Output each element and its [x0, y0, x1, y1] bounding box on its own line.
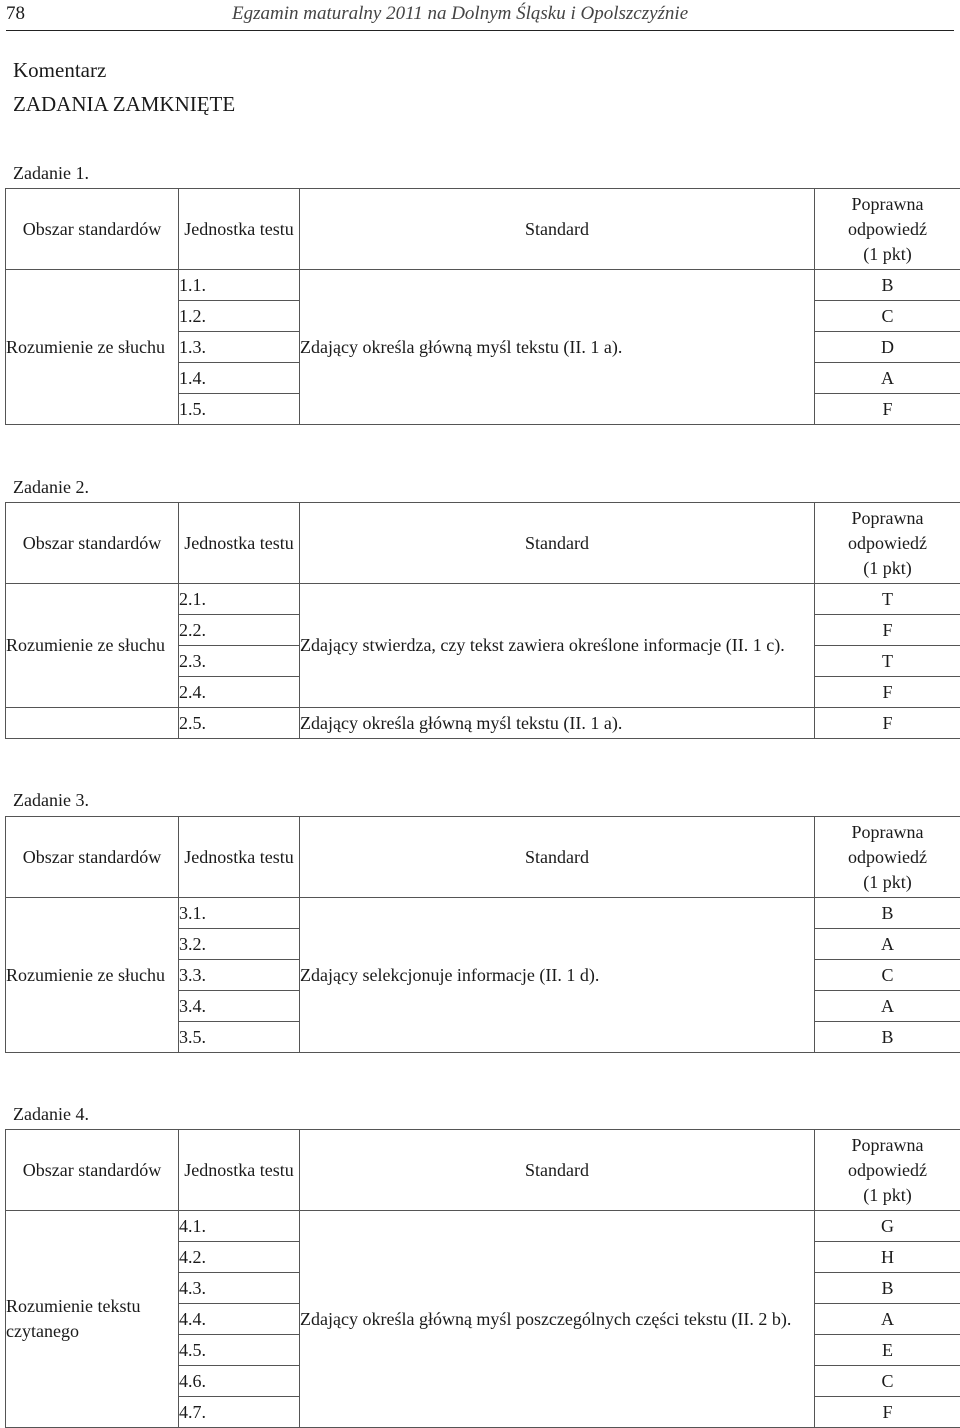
column-header-answer: Poprawna odpowiedź (1 pkt) — [815, 817, 960, 898]
column-header-unit: Jednostka testu — [179, 503, 300, 584]
unit-cell: 4.4. — [179, 1304, 300, 1335]
answer-cell: E — [815, 1335, 960, 1366]
answer-cell: T — [815, 646, 960, 677]
area-cell: Rozumienie ze słuchu — [6, 584, 179, 708]
unit-cell: 4.3. — [179, 1273, 300, 1304]
answer-cell: B — [815, 898, 960, 929]
column-header-area: Obszar standardów — [6, 189, 179, 270]
column-header-unit: Jednostka testu — [179, 1130, 300, 1211]
header-rule — [6, 30, 954, 31]
unit-cell: 1.4. — [179, 363, 300, 394]
column-header-answer: Poprawna odpowiedź (1 pkt) — [815, 189, 960, 270]
standard-cell: Zdający stwierdza, czy tekst zawiera określone informacje (II. 1 c). — [300, 584, 815, 708]
column-header-standard: Standard — [300, 503, 815, 584]
column-header-area: Obszar standardów — [6, 817, 179, 898]
column-header-answer: Poprawna odpowiedź (1 pkt) — [815, 503, 960, 584]
answer-cell: F — [815, 677, 960, 708]
answer-cell: C — [815, 301, 960, 332]
column-header-unit: Jednostka testu — [179, 189, 300, 270]
answer-cell: H — [815, 1242, 960, 1273]
answer-cell: C — [815, 960, 960, 991]
unit-cell: 4.5. — [179, 1335, 300, 1366]
unit-cell: 1.2. — [179, 301, 300, 332]
unit-cell: 1.1. — [179, 270, 300, 301]
column-header-unit: Jednostka testu — [179, 817, 300, 898]
column-header-standard: Standard — [300, 189, 815, 270]
answer-cell: C — [815, 1366, 960, 1397]
unit-cell: 2.3. — [179, 646, 300, 677]
standard-cell: Zdający określa główną myśl poszczególnych części tekstu (II. 2 b). — [300, 1211, 815, 1428]
table-row — [6, 1211, 960, 1242]
column-header-answer: Poprawna odpowiedź (1 pkt) — [815, 1130, 960, 1211]
unit-cell: 4.1. — [179, 1211, 300, 1242]
unit-cell: 4.7. — [179, 1397, 300, 1428]
answer-cell: F — [815, 394, 960, 425]
unit-cell: 4.6. — [179, 1366, 300, 1397]
unit-cell: 2.4. — [179, 677, 300, 708]
table-header-row — [6, 1130, 960, 1211]
unit-cell: 3.3. — [179, 960, 300, 991]
answer-cell: B — [815, 1022, 960, 1053]
standard-cell: Zdający określa główną myśl tekstu (II. 1 a). — [300, 708, 815, 739]
answer-cell: F — [815, 615, 960, 646]
page-header — [0, 0, 960, 32]
table-header-row — [6, 189, 960, 270]
unit-cell: 3.4. — [179, 991, 300, 1022]
unit-cell: 2.1. — [179, 584, 300, 615]
column-header-standard: Standard — [300, 1130, 815, 1211]
area-cell: Rozumienie tekstu czytanego — [6, 1211, 179, 1428]
task-label: Zadanie 1. — [13, 163, 89, 184]
answer-cell: A — [815, 929, 960, 960]
answer-cell: D — [815, 332, 960, 363]
answer-table-task-3 — [5, 816, 960, 1053]
table-header-row — [6, 503, 960, 584]
standard-cell: Zdający selekcjonuje informacje (II. 1 d). — [300, 898, 815, 1053]
unit-cell: 3.1. — [179, 898, 300, 929]
area-cell: Rozumienie ze słuchu — [6, 898, 179, 1053]
table-header-row — [6, 817, 960, 898]
column-header-area: Obszar standardów — [6, 503, 179, 584]
table-row — [6, 898, 960, 929]
unit-cell: 2.2. — [179, 615, 300, 646]
task-label: Zadanie 3. — [13, 790, 89, 811]
answer-cell: B — [815, 270, 960, 301]
column-header-standard: Standard — [300, 817, 815, 898]
unit-cell: 3.5. — [179, 1022, 300, 1053]
answer-cell: F — [815, 1397, 960, 1428]
unit-cell: 1.5. — [179, 394, 300, 425]
answer-table-task-4 — [5, 1129, 960, 1428]
answer-cell: A — [815, 363, 960, 394]
unit-cell: 1.3. — [179, 332, 300, 363]
answer-cell: G — [815, 1211, 960, 1242]
standard-cell: Zdający określa główną myśl tekstu (II. 1 a). — [300, 270, 815, 425]
section-heading: Komentarz — [13, 58, 106, 83]
column-header-area: Obszar standardów — [6, 1130, 179, 1211]
answer-cell: A — [815, 1304, 960, 1335]
section-subheading: ZADANIA ZAMKNIĘTE — [13, 92, 235, 117]
table-row — [6, 584, 960, 615]
unit-cell: 4.2. — [179, 1242, 300, 1273]
answer-cell: T — [815, 584, 960, 615]
unit-cell: 3.2. — [179, 929, 300, 960]
table-row — [6, 708, 960, 739]
table-row — [6, 270, 960, 301]
answer-table-task-2 — [5, 502, 960, 739]
answer-cell: F — [815, 708, 960, 739]
answer-table-task-1 — [5, 188, 960, 425]
area-cell: Rozumienie ze słuchu — [6, 270, 179, 425]
task-label: Zadanie 4. — [13, 1104, 89, 1125]
answer-cell: B — [815, 1273, 960, 1304]
unit-cell: 2.5. — [179, 708, 300, 739]
task-label: Zadanie 2. — [13, 477, 89, 498]
area-cell-empty — [6, 708, 179, 739]
running-title: Egzamin maturalny 2011 na Dolnym Śląsku i Opolszczyźnie — [232, 3, 688, 25]
answer-cell: A — [815, 991, 960, 1022]
page-number: 78 — [6, 3, 25, 25]
